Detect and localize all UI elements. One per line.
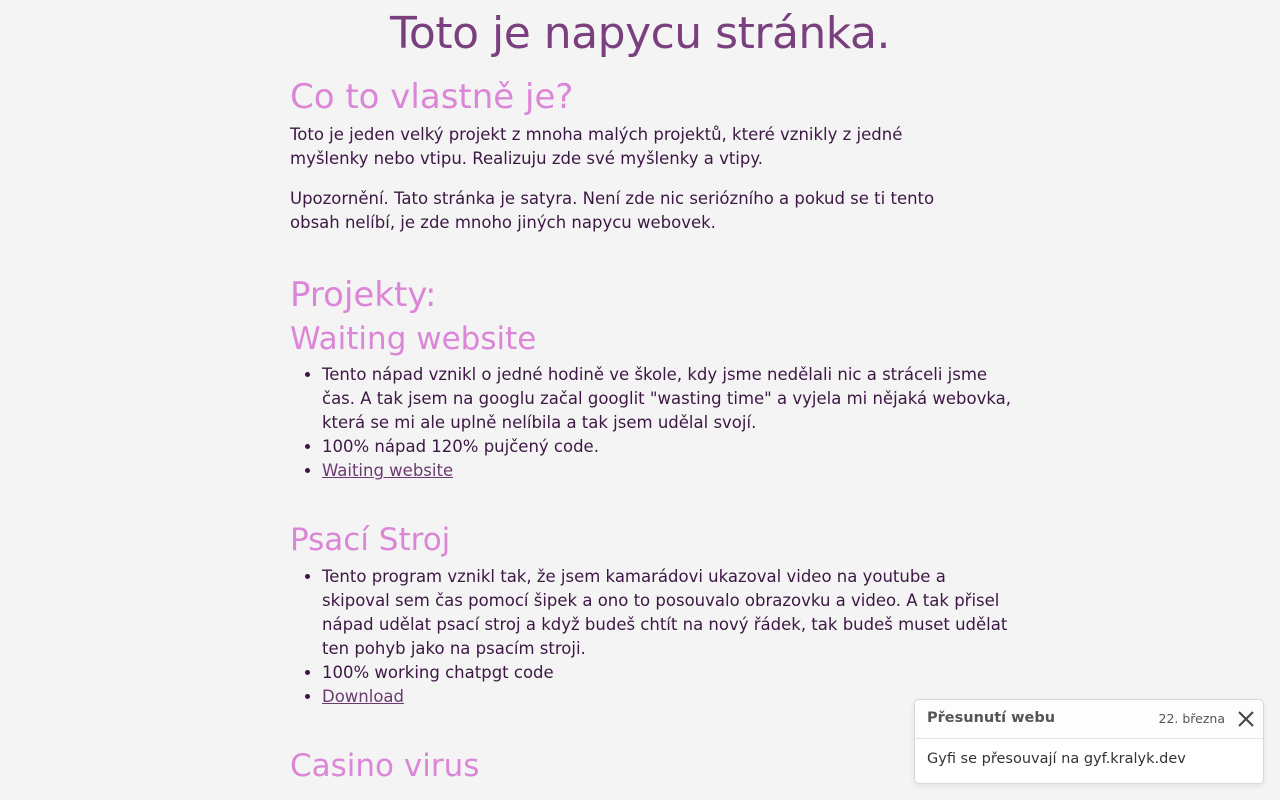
list-item: [322, 459, 1012, 483]
project-list-psaci-stroj: [290, 565, 1012, 709]
notification-toast: [914, 699, 1264, 784]
disclaimer-paragraph: Upozornění. Tato stránka je satyra. Není zde nic seriózního a pokud se ti tento obsah nelíbí, je zde mnoho jiných napycu webovek.: [290, 189, 935, 232]
download-link[interactable]: Download: [322, 687, 405, 706]
project-title-casino-virus: Casino virus: [290, 748, 480, 784]
close-button[interactable]: [1235, 708, 1257, 730]
projects-heading: Projekty:: [290, 275, 437, 315]
close-icon: [1235, 708, 1257, 730]
list-item: • 100% nápad 120% pujčený code.: [322, 435, 1012, 459]
list-item: [322, 685, 1012, 709]
toast-date: 22. března: [1158, 711, 1225, 726]
intro-paragraph: Toto je jeden velký projekt z mnoha malých projektů, které vznikly z jedné myšlenky nebo vtipu. Realizuju zde své myšlenky a vtipy.: [290, 125, 903, 168]
list-item: • Tento nápad vznikl o jedné hodině ve škole, kdy jsme nedělali nic a stráceli jsme čas. A tak jsem na googlu začal googlit "wasting time" a vyjela mi nějaká webovka, která se mi ale uplně nelíbila a tak jsem udělal svojí.: [322, 363, 1012, 435]
project-title-psaci-stroj: Psací Stroj: [290, 522, 451, 558]
list-item: • Tento program vznikl tak, že jsem kamarádovi ukazoval video na youtube a skipoval sem čas pomocí šipek a ono to posouvalo obrazovku a video. A tak přisel nápad udělat psací stroj a když budeš chtít na nový řádek, tak budeš muset udělat ten pohyb jako na psacím stroji.: [322, 565, 1012, 661]
waiting-website-link[interactable]: Waiting website: [322, 461, 454, 480]
project-title-waiting-website: Waiting website: [290, 321, 537, 357]
intro-heading: Co to vlastně je?: [290, 77, 574, 117]
toast-message: Gyfi se přesouvají na gyf.kralyk.dev: [927, 751, 1186, 767]
project-list-waiting-website: [290, 363, 1012, 483]
page-title: Toto je napycu stránka.: [390, 8, 890, 59]
toast-title: Přesunutí webu: [927, 710, 1056, 726]
toast-header: [915, 700, 1263, 739]
list-item: • 100% working chatpgt code: [322, 661, 1012, 685]
